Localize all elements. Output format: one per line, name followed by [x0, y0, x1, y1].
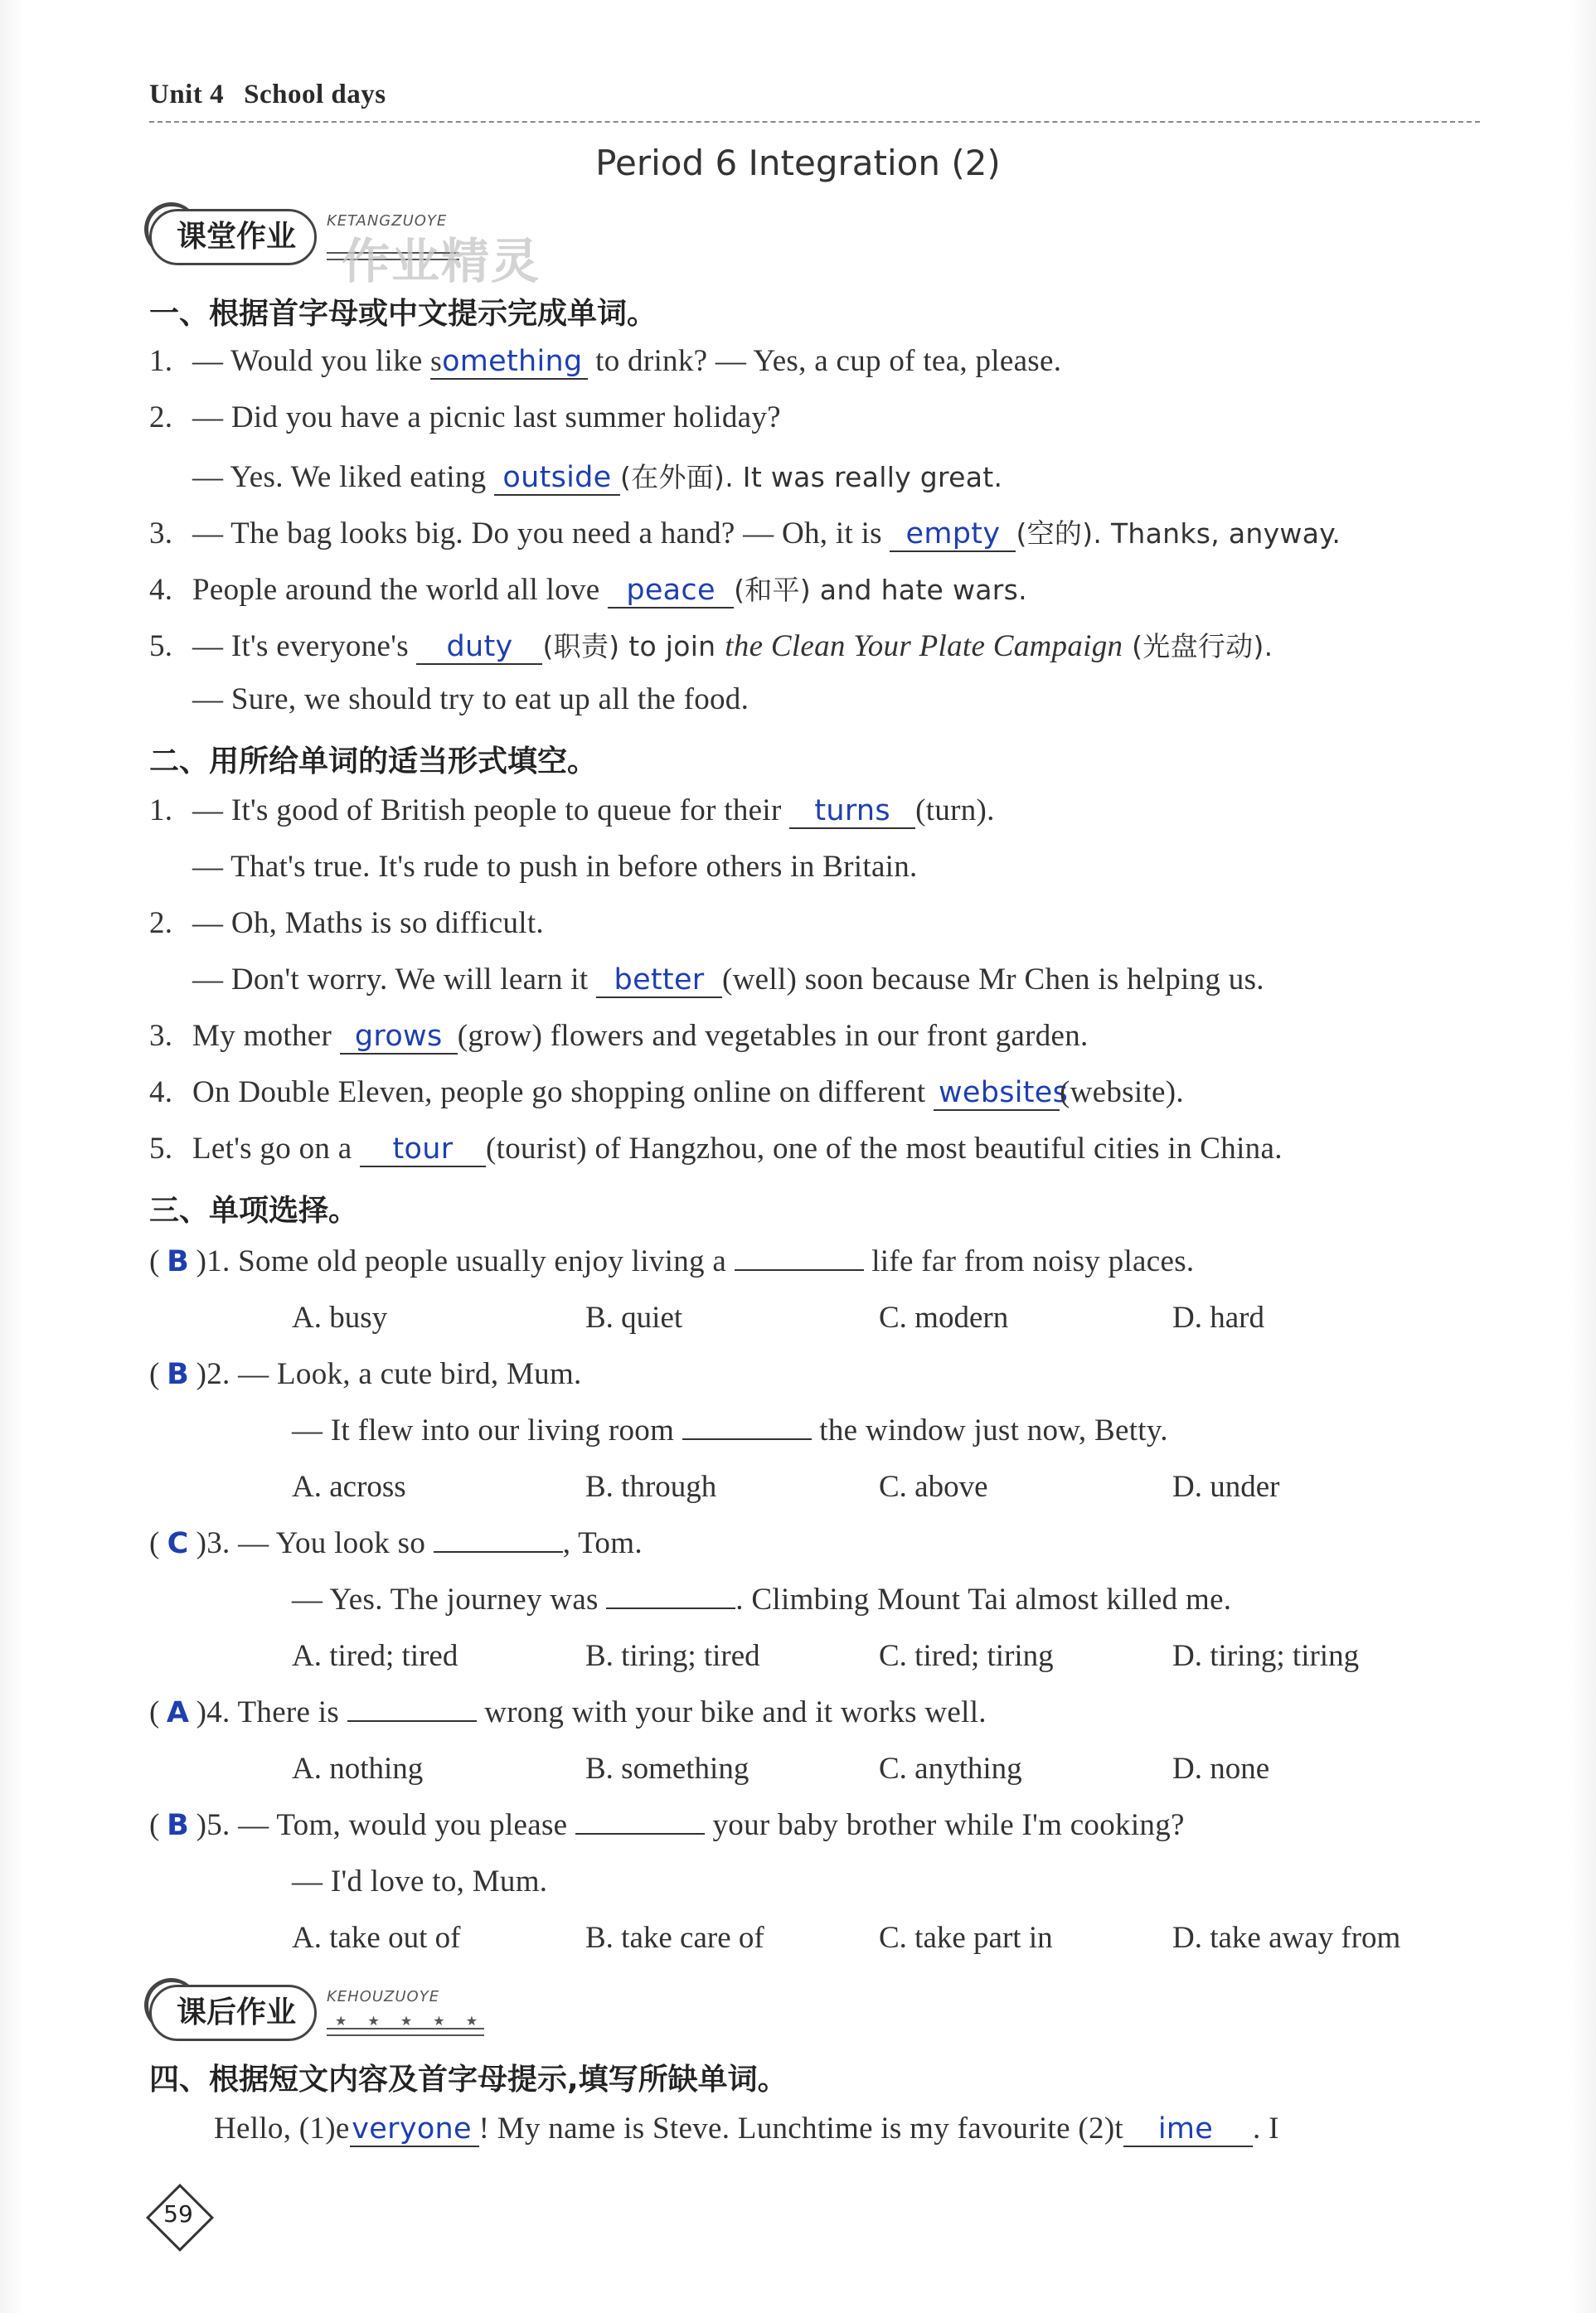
s2-q5: 5. Let's go on a tour (tourist) of Hangzhou, one of the most beautiful cities in China. [149, 1132, 1283, 1166]
s3-q2-opt-a[interactable]: A. across [292, 1470, 406, 1504]
s3-q3-line2: — Yes. The journey was . Climbing Mount Tai almost killed me. [292, 1583, 1232, 1617]
section-2-title: 二、用所给单词的适当形式填空。 [149, 744, 598, 778]
s1-q2: 2. — Did you have a picnic last summer holiday? [149, 400, 781, 434]
answer-blank[interactable]: grows [340, 1020, 458, 1055]
answer-blank[interactable]: peace [608, 574, 734, 609]
unit-topic: School days [244, 80, 386, 109]
badge-title: 课堂作业 [149, 209, 317, 265]
page-number-badge [148, 2185, 209, 2247]
page-number: 59 [163, 2200, 193, 2228]
s3-q4-opt-a[interactable]: A. nothing [292, 1752, 424, 1786]
s3-q3-opt-b[interactable]: B. tiring; tired [585, 1639, 760, 1673]
question-blank[interactable] [735, 1244, 864, 1271]
s3-q5: ( B )5. — Tom, would you please your baby brother while I'm cooking? [149, 1808, 1185, 1842]
answer-blank[interactable]: duty [416, 630, 542, 665]
s1-q3: 3. — The bag looks big. Do you need a hand? — Oh, it is empty (空的). Thanks, anyway. [149, 516, 1341, 550]
s2-q1-reply: — That's true. It's rude to push in before others in Britain. [192, 850, 918, 884]
answer-blank[interactable]: turns [789, 794, 915, 829]
answer-blank[interactable]: better [596, 963, 722, 998]
answer-blank[interactable]: veryone [350, 2112, 479, 2147]
answer-blank[interactable]: websites [934, 1076, 1060, 1111]
choice-answer[interactable]: C [167, 1527, 189, 1560]
s3-q5-opt-c[interactable]: C. take part in [879, 1921, 1053, 1955]
s2-q4: 4. On Double Eleven, people go shopping online on different websites(website). [149, 1075, 1184, 1109]
s3-q1-opt-a[interactable]: A. busy [292, 1301, 388, 1335]
s3-q2: ( B )2. — Look, a cute bird, Mum. [149, 1357, 582, 1391]
s3-q4: ( A )4. There is wrong with your bike and it works well. [149, 1695, 987, 1729]
s3-q5-opt-b[interactable]: B. take care of [585, 1921, 764, 1955]
s3-q3-opt-c[interactable]: C. tired; tiring [879, 1639, 1054, 1673]
s2-q2-reply: — Don't worry. We will learn it better (well) soon because Mr Chen is helping us. [192, 963, 1264, 996]
question-blank[interactable] [606, 1583, 735, 1609]
s4-passage: Hello, (1)everyone ! My name is Steve. Lunchtime is my favourite (2)t ime . I [214, 2112, 1279, 2146]
s3-q1-opt-b[interactable]: B. quiet [585, 1301, 683, 1335]
s1-q5-reply: — Sure, we should try to eat up all the food. [192, 682, 749, 716]
s3-q5-opt-d[interactable]: D. take away from [1172, 1921, 1401, 1955]
s2-q1: 1. — It's good of British people to queue for their turns (turn). [149, 793, 995, 827]
choice-answer[interactable]: B [167, 1358, 190, 1391]
s3-q3: ( C )3. — You look so , Tom. [149, 1526, 643, 1560]
s1-q1: 1. — Would you like something to drink? — Yes, a cup of tea, please. [149, 344, 1062, 378]
s3-q4-opt-d[interactable]: D. none [1172, 1752, 1270, 1786]
s1-q4: 4. People around the world all love peace (和平) and hate wars. [149, 573, 1027, 607]
answer-blank[interactable]: tour [360, 1132, 486, 1167]
s3-q2-opt-c[interactable]: C. above [879, 1470, 988, 1504]
s3-q1-opt-c[interactable]: C. modern [879, 1301, 1009, 1335]
unit-header [149, 80, 386, 110]
answer-blank[interactable]: something [430, 345, 587, 380]
s3-q2-opt-b[interactable]: B. through [585, 1470, 717, 1504]
question-blank[interactable] [682, 1414, 812, 1440]
s3-q5-opt-a[interactable]: A. take out of [292, 1921, 461, 1955]
s2-q2: 2. — Oh, Maths is so difficult. [149, 906, 544, 940]
badge-pinyin: KETANGZUOYE [327, 212, 448, 230]
s3-q4-opt-b[interactable]: B. something [585, 1752, 749, 1786]
after-class-badge [149, 1985, 514, 2043]
badge-title: 课后作业 [149, 1985, 317, 2041]
choice-answer[interactable]: A [166, 1696, 190, 1729]
s2-q3: 3. My mother grows (grow) flowers and vegetables in our front garden. [149, 1019, 1089, 1053]
s1-q2-reply: — Yes. We liked eating outside (在外面). It was really great. [192, 460, 1003, 494]
unit-label: Unit 4 [149, 80, 225, 109]
section-1-title: 一、根据首字母或中文提示完成单词。 [149, 297, 657, 331]
s3-q2-line2: — It flew into our living room the window just now, Betty. [292, 1414, 1168, 1447]
s3-q5-line2: — I'd love to, Mum. [292, 1864, 548, 1898]
choice-answer[interactable]: B [167, 1809, 190, 1842]
question-blank[interactable] [575, 1808, 705, 1835]
choice-answer[interactable]: B [167, 1245, 190, 1278]
s3-q3-opt-d[interactable]: D. tiring; tiring [1172, 1639, 1360, 1673]
section-4-title: 四、根据短文内容及首字母提示,填写所缺单词。 [149, 2063, 788, 2097]
answer-blank[interactable]: ime [1123, 2112, 1253, 2147]
star-rating-icon: ★ ★ ★ ★ ★ [335, 2013, 487, 2029]
s1-q5: 5. — It's everyone's duty (职责) to join the Clean Your Plate Campaign (光盘行动). [149, 629, 1273, 663]
header-divider [149, 121, 1480, 123]
s3-q2-opt-d[interactable]: D. under [1172, 1470, 1280, 1504]
s3-q1-opt-d[interactable]: D. hard [1172, 1301, 1264, 1335]
question-blank[interactable] [434, 1526, 563, 1553]
watermark-stamp: 作业精灵 [342, 233, 541, 289]
badge-pinyin: KEHOUZUOYE [327, 1988, 440, 2005]
answer-blank[interactable]: outside [494, 461, 620, 496]
badge-lines [327, 2028, 484, 2036]
answer-blank[interactable]: empty [890, 517, 1016, 552]
s3-q1: ( B )1. Some old people usually enjoy living a life far from noisy places. [149, 1244, 1195, 1278]
period-title: Period 6 Integration (2) [595, 143, 1001, 183]
section-3-title: 三、单项选择。 [149, 1194, 359, 1228]
s3-q3-opt-a[interactable]: A. tired; tired [292, 1639, 458, 1673]
s3-q4-opt-c[interactable]: C. anything [879, 1752, 1022, 1786]
question-blank[interactable] [347, 1695, 477, 1722]
